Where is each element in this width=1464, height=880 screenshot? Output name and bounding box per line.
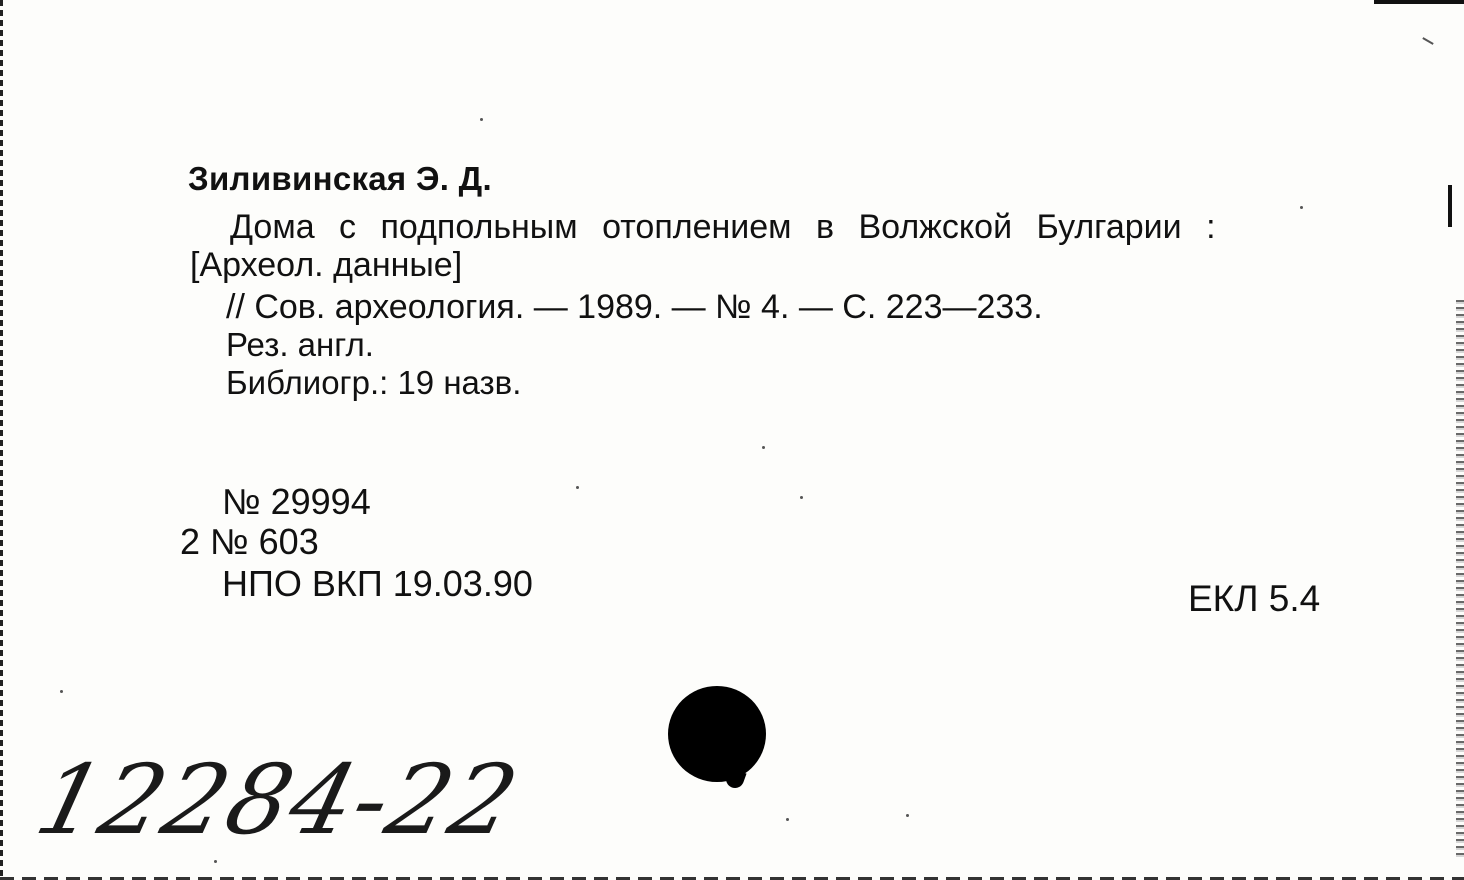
card-right-edge: [1456, 300, 1464, 860]
title-line-1: Дома с подпольным отоплением в Волжской Булгарии :: [230, 208, 1216, 246]
handwritten-number: 12284-22: [26, 744, 530, 856]
publisher-line: НПО ВКП 19.03.90: [222, 563, 533, 604]
punch-hole-icon: [668, 686, 766, 782]
classification-code: ЕКЛ 5.4: [1188, 578, 1321, 619]
ink-speck: [906, 814, 909, 817]
bibliography-note: Библиогр.: 19 назв.: [226, 364, 522, 401]
ink-speck: [576, 486, 579, 489]
ink-speck: [786, 818, 789, 821]
accession-number-2: 2 № 603: [180, 521, 319, 562]
ink-speck: [762, 446, 765, 449]
ink-speck: [800, 496, 803, 499]
card-top-edge: [1374, 0, 1464, 4]
card-left-edge: [0, 0, 3, 880]
ink-speck: [214, 860, 217, 863]
summary-note: Рез. англ.: [226, 326, 374, 363]
author-name: Зиливинская Э. Д.: [188, 160, 492, 197]
title-line-2: [Археол. данные]: [190, 246, 463, 284]
ink-speck: [60, 690, 63, 693]
ink-speck: [1422, 37, 1433, 45]
source-citation: // Сов. археология. — 1989. — № 4. — С. 223—233.: [226, 288, 1043, 326]
ink-speck: [480, 118, 483, 121]
accession-number-1: № 29994: [222, 481, 371, 522]
card-edge-mark: [1448, 185, 1452, 227]
ink-speck: [1300, 206, 1303, 209]
